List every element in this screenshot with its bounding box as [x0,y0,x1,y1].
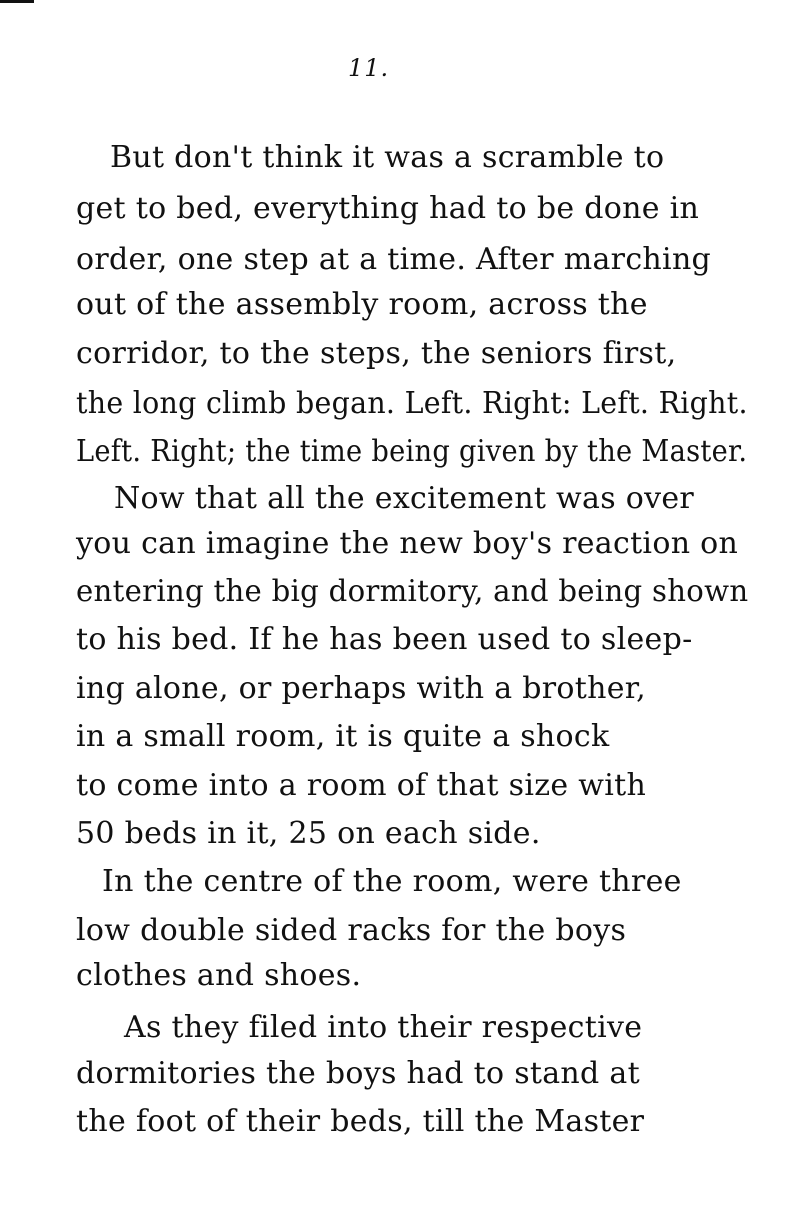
page-number: 11. [348,54,390,82]
text-line: to come into a room of that size with [76,768,647,803]
text-line: you can imagine the new boy's reaction on [76,526,739,561]
text-line: corridor, to the steps, the seniors first, [76,336,677,371]
text-line: entering the big dormitory, and being shown [76,574,749,609]
text-line: clothes and shoes. [76,958,362,993]
text-line: dormitories the boys had to stand at [76,1056,640,1091]
text-line: Now that all the excitement was over [114,481,695,516]
text-line: In the centre of the room, were three [102,864,682,899]
text-line: 50 beds in it, 25 on each side. [76,816,541,851]
text-line: But don't think it was a scramble to [110,140,665,175]
text-line: in a small room, it is quite a shock [76,719,610,754]
text-line: get to bed, everything had to be done in [76,191,700,226]
text-line: the foot of their beds, till the Master [76,1104,645,1139]
text-line: to his bed. If he has been used to sleep- [76,622,693,657]
text-line: As they filed into their respective [124,1010,643,1045]
text-line: out of the assembly room, across the [76,287,648,322]
text-line: order, one step at a time. After marching [76,242,712,277]
text-line: Left. Right; the time being given by the Master. [76,434,748,469]
text-line: ing alone, or perhaps with a brother, [76,671,646,706]
text-line: low double sided racks for the boys [76,913,627,948]
text-line: the long climb began. Left. Right: Left. Right. [76,386,748,421]
